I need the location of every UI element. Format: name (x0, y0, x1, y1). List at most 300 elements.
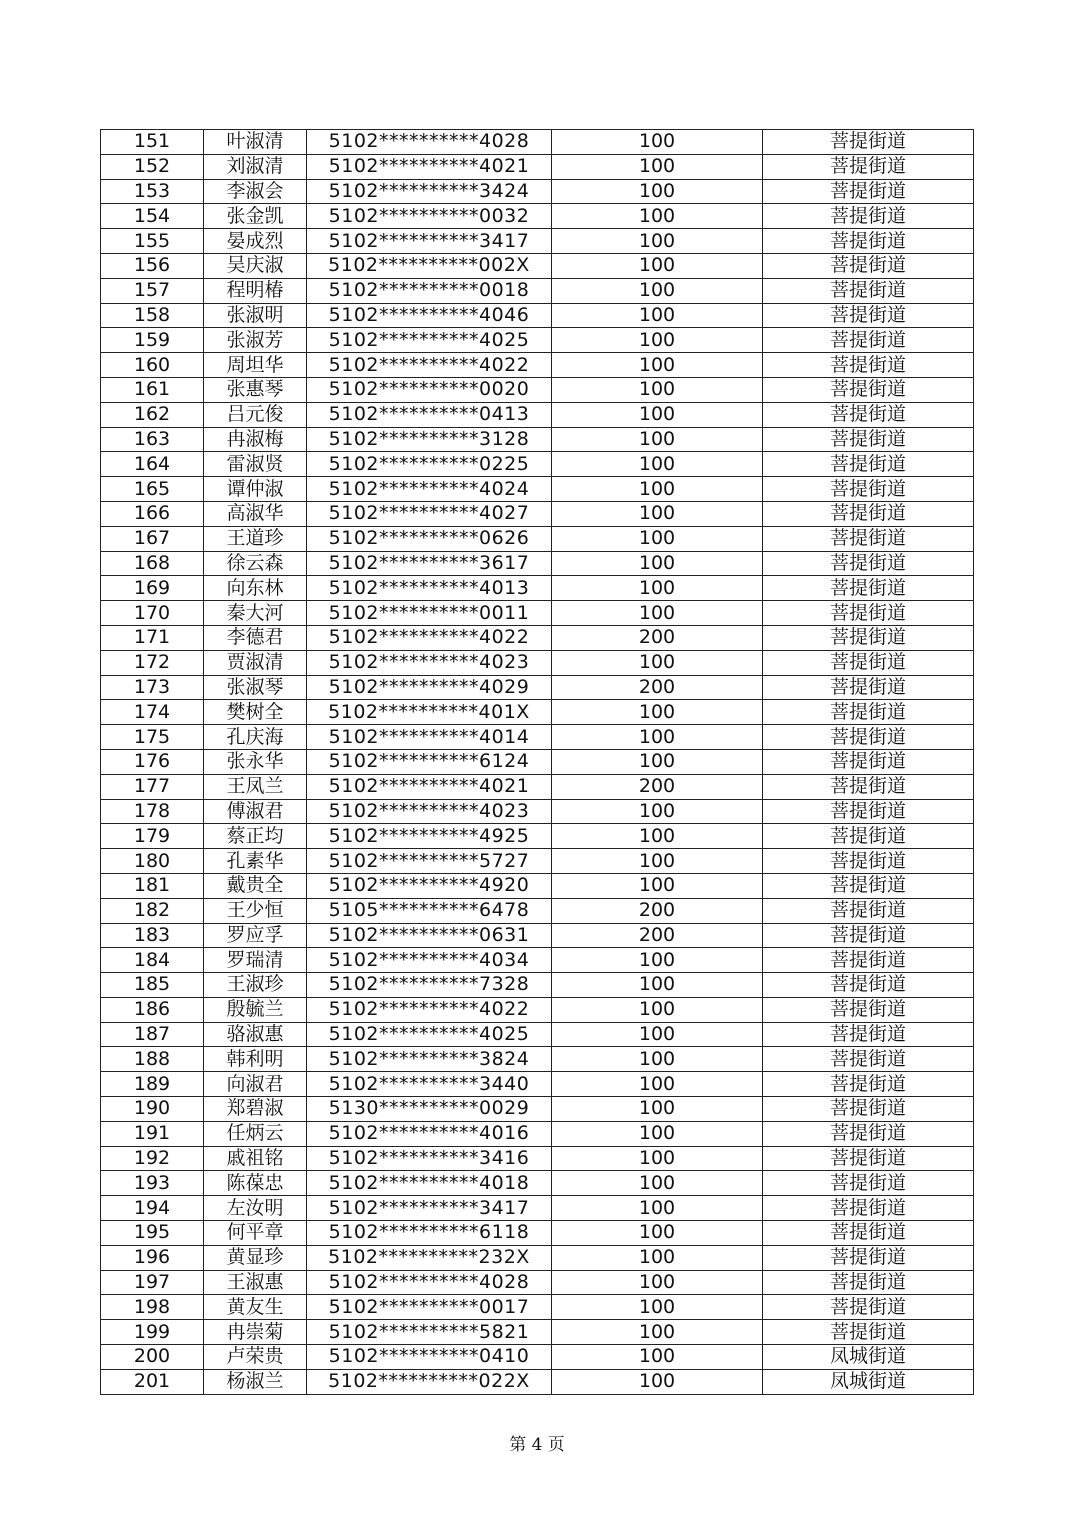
id-number-cell: 5102**********6118 (307, 1221, 552, 1246)
street-cell: 菩提街道 (763, 948, 974, 973)
row-number-cell: 200 (101, 1345, 204, 1370)
row-number-cell: 165 (101, 477, 204, 502)
row-number-cell: 199 (101, 1320, 204, 1345)
street-cell: 菩提街道 (763, 625, 974, 650)
street-cell: 菩提街道 (763, 526, 974, 551)
row-number-cell: 167 (101, 526, 204, 551)
street-cell: 菩提街道 (763, 1221, 974, 1246)
amount-cell: 100 (552, 1369, 763, 1394)
table-row (101, 749, 974, 774)
row-number-cell: 189 (101, 1072, 204, 1097)
name-cell: 任炳云 (204, 1121, 307, 1146)
street-cell: 菩提街道 (763, 923, 974, 948)
name-cell: 王道珍 (204, 526, 307, 551)
street-cell: 菩提街道 (763, 725, 974, 750)
amount-cell: 100 (552, 377, 763, 402)
street-cell: 菩提街道 (763, 799, 974, 824)
street-cell: 菩提街道 (763, 402, 974, 427)
row-number-cell: 193 (101, 1171, 204, 1196)
id-number-cell: 5102**********4022 (307, 997, 552, 1022)
id-number-cell: 5102**********4024 (307, 477, 552, 502)
table-row (101, 1345, 974, 1370)
street-cell: 菩提街道 (763, 1171, 974, 1196)
table-row (101, 353, 974, 378)
street-cell: 菩提街道 (763, 303, 974, 328)
table-row (101, 1369, 974, 1394)
name-cell: 张永华 (204, 749, 307, 774)
amount-cell: 100 (552, 427, 763, 452)
table-row (101, 204, 974, 229)
row-number-cell: 194 (101, 1196, 204, 1221)
table-row (101, 1171, 974, 1196)
id-number-cell: 5102**********0032 (307, 204, 552, 229)
amount-cell: 100 (552, 749, 763, 774)
amount-cell: 100 (552, 1221, 763, 1246)
id-number-cell: 5102**********0020 (307, 377, 552, 402)
table-row (101, 700, 974, 725)
amount-cell: 100 (552, 824, 763, 849)
name-cell: 向东林 (204, 576, 307, 601)
row-number-cell: 197 (101, 1270, 204, 1295)
table-row (101, 179, 974, 204)
id-number-cell: 5102**********4023 (307, 799, 552, 824)
id-number-cell: 5102**********0626 (307, 526, 552, 551)
street-cell: 菩提街道 (763, 774, 974, 799)
amount-cell: 100 (552, 873, 763, 898)
amount-cell: 100 (552, 328, 763, 353)
amount-cell: 100 (552, 650, 763, 675)
table-row (101, 1270, 974, 1295)
row-number-cell: 174 (101, 700, 204, 725)
amount-cell: 100 (552, 601, 763, 626)
name-cell: 李德君 (204, 625, 307, 650)
name-cell: 谭仲淑 (204, 477, 307, 502)
table-row (101, 402, 974, 427)
id-number-cell: 5102**********3424 (307, 179, 552, 204)
name-cell: 罗应孚 (204, 923, 307, 948)
row-number-cell: 170 (101, 601, 204, 626)
amount-cell: 100 (552, 1146, 763, 1171)
table-row (101, 526, 974, 551)
amount-cell: 100 (552, 973, 763, 998)
table-row (101, 1121, 974, 1146)
table-row (101, 923, 974, 948)
table-row (101, 725, 974, 750)
name-cell: 樊树全 (204, 700, 307, 725)
street-cell: 菩提街道 (763, 377, 974, 402)
row-number-cell: 151 (101, 130, 204, 155)
amount-cell: 100 (552, 477, 763, 502)
name-cell: 雷淑贤 (204, 452, 307, 477)
row-number-cell: 198 (101, 1295, 204, 1320)
amount-cell: 100 (552, 501, 763, 526)
id-number-cell: 5102**********022X (307, 1369, 552, 1394)
amount-cell: 100 (552, 278, 763, 303)
row-number-cell: 188 (101, 1047, 204, 1072)
name-cell: 孔素华 (204, 849, 307, 874)
beneficiary-table (100, 129, 974, 1395)
name-cell: 左汝明 (204, 1196, 307, 1221)
amount-cell: 200 (552, 625, 763, 650)
street-cell: 菩提街道 (763, 551, 974, 576)
id-number-cell: 5102**********4925 (307, 824, 552, 849)
street-cell: 菩提街道 (763, 179, 974, 204)
id-number-cell: 5102**********4029 (307, 675, 552, 700)
id-number-cell: 5102**********4013 (307, 576, 552, 601)
table-row (101, 1072, 974, 1097)
id-number-cell: 5102**********3128 (307, 427, 552, 452)
id-number-cell: 5102**********4021 (307, 154, 552, 179)
name-cell: 张金凯 (204, 204, 307, 229)
table-row (101, 1221, 974, 1246)
name-cell: 张惠琴 (204, 377, 307, 402)
name-cell: 戚祖铭 (204, 1146, 307, 1171)
name-cell: 杨淑兰 (204, 1369, 307, 1394)
amount-cell: 100 (552, 700, 763, 725)
table-row (101, 328, 974, 353)
table-row (101, 154, 974, 179)
amount-cell: 100 (552, 402, 763, 427)
row-number-cell: 176 (101, 749, 204, 774)
street-cell: 菩提街道 (763, 873, 974, 898)
name-cell: 蔡正均 (204, 824, 307, 849)
amount-cell: 100 (552, 948, 763, 973)
table-row (101, 377, 974, 402)
street-cell: 菩提街道 (763, 898, 974, 923)
id-number-cell: 5102**********0017 (307, 1295, 552, 1320)
row-number-cell: 163 (101, 427, 204, 452)
table-row (101, 229, 974, 254)
row-number-cell: 196 (101, 1245, 204, 1270)
amount-cell: 200 (552, 774, 763, 799)
amount-cell: 100 (552, 353, 763, 378)
table-row (101, 625, 974, 650)
amount-cell: 100 (552, 1245, 763, 1270)
name-cell: 秦大河 (204, 601, 307, 626)
id-number-cell: 5102**********3417 (307, 1196, 552, 1221)
id-number-cell: 5102**********4027 (307, 501, 552, 526)
street-cell: 凤城街道 (763, 1369, 974, 1394)
street-cell: 菩提街道 (763, 576, 974, 601)
amount-cell: 100 (552, 1047, 763, 1072)
name-cell: 向淑君 (204, 1072, 307, 1097)
id-number-cell: 5102**********4018 (307, 1171, 552, 1196)
amount-cell: 100 (552, 1022, 763, 1047)
name-cell: 何平章 (204, 1221, 307, 1246)
row-number-cell: 152 (101, 154, 204, 179)
table-row (101, 1245, 974, 1270)
id-number-cell: 5102**********4046 (307, 303, 552, 328)
amount-cell: 100 (552, 1097, 763, 1122)
name-cell: 冉崇菊 (204, 1320, 307, 1345)
name-cell: 卢荣贵 (204, 1345, 307, 1370)
id-number-cell: 5102**********3440 (307, 1072, 552, 1097)
row-number-cell: 166 (101, 501, 204, 526)
row-number-cell: 185 (101, 973, 204, 998)
amount-cell: 100 (552, 1196, 763, 1221)
name-cell: 高淑华 (204, 501, 307, 526)
id-number-cell: 5102**********0413 (307, 402, 552, 427)
table-row (101, 824, 974, 849)
name-cell: 程明椿 (204, 278, 307, 303)
name-cell: 冉淑梅 (204, 427, 307, 452)
id-number-cell: 5102**********4025 (307, 328, 552, 353)
street-cell: 菩提街道 (763, 253, 974, 278)
table-row (101, 551, 974, 576)
name-cell: 傅淑君 (204, 799, 307, 824)
row-number-cell: 191 (101, 1121, 204, 1146)
name-cell: 王凤兰 (204, 774, 307, 799)
name-cell: 吕元俊 (204, 402, 307, 427)
table-row (101, 427, 974, 452)
street-cell: 菩提街道 (763, 1022, 974, 1047)
row-number-cell: 179 (101, 824, 204, 849)
row-number-cell: 180 (101, 849, 204, 874)
name-cell: 吴庆淑 (204, 253, 307, 278)
id-number-cell: 5102**********4025 (307, 1022, 552, 1047)
name-cell: 黄显珍 (204, 1245, 307, 1270)
table-row (101, 849, 974, 874)
table-row (101, 1097, 974, 1122)
amount-cell: 100 (552, 725, 763, 750)
row-number-cell: 156 (101, 253, 204, 278)
id-number-cell: 5102**********4920 (307, 873, 552, 898)
table-row (101, 253, 974, 278)
table-row (101, 130, 974, 155)
street-cell: 菩提街道 (763, 278, 974, 303)
amount-cell: 100 (552, 179, 763, 204)
amount-cell: 100 (552, 551, 763, 576)
amount-cell: 100 (552, 1345, 763, 1370)
amount-cell: 100 (552, 799, 763, 824)
table-row (101, 675, 974, 700)
table-row (101, 1196, 974, 1221)
name-cell: 张淑芳 (204, 328, 307, 353)
street-cell: 菩提街道 (763, 700, 974, 725)
id-number-cell: 5102**********4016 (307, 1121, 552, 1146)
id-number-cell: 5102**********5727 (307, 849, 552, 874)
amount-cell: 100 (552, 997, 763, 1022)
name-cell: 张淑琴 (204, 675, 307, 700)
table-row (101, 576, 974, 601)
street-cell: 菩提街道 (763, 353, 974, 378)
street-cell: 菩提街道 (763, 328, 974, 353)
id-number-cell: 5102**********4014 (307, 725, 552, 750)
id-number-cell: 5102**********5821 (307, 1320, 552, 1345)
street-cell: 菩提街道 (763, 1146, 974, 1171)
page-number: 第 4 页 (509, 1435, 565, 1455)
street-cell: 菩提街道 (763, 849, 974, 874)
table-row (101, 774, 974, 799)
table-row (101, 303, 974, 328)
street-cell: 菩提街道 (763, 650, 974, 675)
row-number-cell: 169 (101, 576, 204, 601)
name-cell: 贾淑清 (204, 650, 307, 675)
row-number-cell: 155 (101, 229, 204, 254)
row-number-cell: 187 (101, 1022, 204, 1047)
table-row (101, 948, 974, 973)
row-number-cell: 201 (101, 1369, 204, 1394)
street-cell: 菩提街道 (763, 452, 974, 477)
street-cell: 菩提街道 (763, 1245, 974, 1270)
row-number-cell: 190 (101, 1097, 204, 1122)
table-row (101, 650, 974, 675)
name-cell: 王少恒 (204, 898, 307, 923)
row-number-cell: 171 (101, 625, 204, 650)
amount-cell: 100 (552, 1320, 763, 1345)
id-number-cell: 5102**********0018 (307, 278, 552, 303)
row-number-cell: 164 (101, 452, 204, 477)
row-number-cell: 154 (101, 204, 204, 229)
name-cell: 戴贵全 (204, 873, 307, 898)
row-number-cell: 153 (101, 179, 204, 204)
table-row (101, 477, 974, 502)
name-cell: 韩利明 (204, 1047, 307, 1072)
id-number-cell: 5102**********6124 (307, 749, 552, 774)
street-cell: 菩提街道 (763, 601, 974, 626)
name-cell: 孔庆海 (204, 725, 307, 750)
row-number-cell: 157 (101, 278, 204, 303)
amount-cell: 100 (552, 1171, 763, 1196)
row-number-cell: 158 (101, 303, 204, 328)
row-number-cell: 195 (101, 1221, 204, 1246)
name-cell: 罗瑞清 (204, 948, 307, 973)
amount-cell: 100 (552, 154, 763, 179)
table-row (101, 278, 974, 303)
id-number-cell: 5102**********3416 (307, 1146, 552, 1171)
amount-cell: 100 (552, 526, 763, 551)
row-number-cell: 168 (101, 551, 204, 576)
id-number-cell: 5102**********4022 (307, 353, 552, 378)
street-cell: 菩提街道 (763, 154, 974, 179)
name-cell: 黄友生 (204, 1295, 307, 1320)
street-cell: 菩提街道 (763, 824, 974, 849)
table-row (101, 501, 974, 526)
street-cell: 凤城街道 (763, 1345, 974, 1370)
amount-cell: 100 (552, 1295, 763, 1320)
amount-cell: 100 (552, 452, 763, 477)
street-cell: 菩提街道 (763, 130, 974, 155)
amount-cell: 100 (552, 253, 763, 278)
street-cell: 菩提街道 (763, 1121, 974, 1146)
name-cell: 张淑明 (204, 303, 307, 328)
street-cell: 菩提街道 (763, 204, 974, 229)
row-number-cell: 159 (101, 328, 204, 353)
table-row (101, 873, 974, 898)
table-row (101, 997, 974, 1022)
id-number-cell: 5102**********0011 (307, 601, 552, 626)
amount-cell: 100 (552, 1072, 763, 1097)
table-row (101, 452, 974, 477)
table-row (101, 1295, 974, 1320)
amount-cell: 100 (552, 1121, 763, 1146)
id-number-cell: 5102**********002X (307, 253, 552, 278)
id-number-cell: 5105**********6478 (307, 898, 552, 923)
id-number-cell: 5102**********4034 (307, 948, 552, 973)
row-number-cell: 186 (101, 997, 204, 1022)
table-row (101, 1022, 974, 1047)
table-row (101, 799, 974, 824)
table-row (101, 1320, 974, 1345)
name-cell: 晏成烈 (204, 229, 307, 254)
row-number-cell: 175 (101, 725, 204, 750)
street-cell: 菩提街道 (763, 1295, 974, 1320)
id-number-cell: 5102**********0410 (307, 1345, 552, 1370)
name-cell: 王淑珍 (204, 973, 307, 998)
street-cell: 菩提街道 (763, 229, 974, 254)
name-cell: 徐云森 (204, 551, 307, 576)
row-number-cell: 160 (101, 353, 204, 378)
street-cell: 菩提街道 (763, 427, 974, 452)
row-number-cell: 178 (101, 799, 204, 824)
street-cell: 菩提街道 (763, 1320, 974, 1345)
id-number-cell: 5130**********0029 (307, 1097, 552, 1122)
row-number-cell: 181 (101, 873, 204, 898)
amount-cell: 100 (552, 1270, 763, 1295)
table-row (101, 1047, 974, 1072)
id-number-cell: 5102**********0225 (307, 452, 552, 477)
name-cell: 王淑惠 (204, 1270, 307, 1295)
street-cell: 菩提街道 (763, 749, 974, 774)
row-number-cell: 161 (101, 377, 204, 402)
table-row (101, 973, 974, 998)
row-number-cell: 183 (101, 923, 204, 948)
amount-cell: 100 (552, 229, 763, 254)
id-number-cell: 5102**********3417 (307, 229, 552, 254)
id-number-cell: 5102**********401X (307, 700, 552, 725)
row-number-cell: 184 (101, 948, 204, 973)
table-row (101, 898, 974, 923)
amount-cell: 100 (552, 204, 763, 229)
amount-cell: 100 (552, 303, 763, 328)
street-cell: 菩提街道 (763, 1047, 974, 1072)
street-cell: 菩提街道 (763, 1196, 974, 1221)
id-number-cell: 5102**********0631 (307, 923, 552, 948)
name-cell: 骆淑惠 (204, 1022, 307, 1047)
street-cell: 菩提街道 (763, 1072, 974, 1097)
id-number-cell: 5102**********7328 (307, 973, 552, 998)
name-cell: 周坦华 (204, 353, 307, 378)
amount-cell: 200 (552, 898, 763, 923)
name-cell: 陈葆忠 (204, 1171, 307, 1196)
name-cell: 殷毓兰 (204, 997, 307, 1022)
row-number-cell: 162 (101, 402, 204, 427)
name-cell: 叶淑清 (204, 130, 307, 155)
row-number-cell: 173 (101, 675, 204, 700)
row-number-cell: 182 (101, 898, 204, 923)
amount-cell: 100 (552, 576, 763, 601)
street-cell: 菩提街道 (763, 1097, 974, 1122)
amount-cell: 100 (552, 130, 763, 155)
amount-cell: 200 (552, 923, 763, 948)
id-number-cell: 5102**********4028 (307, 130, 552, 155)
id-number-cell: 5102**********232X (307, 1245, 552, 1270)
table-row (101, 601, 974, 626)
id-number-cell: 5102**********3617 (307, 551, 552, 576)
row-number-cell: 192 (101, 1146, 204, 1171)
id-number-cell: 5102**********3824 (307, 1047, 552, 1072)
id-number-cell: 5102**********4021 (307, 774, 552, 799)
street-cell: 菩提街道 (763, 675, 974, 700)
row-number-cell: 172 (101, 650, 204, 675)
street-cell: 菩提街道 (763, 477, 974, 502)
id-number-cell: 5102**********4023 (307, 650, 552, 675)
street-cell: 菩提街道 (763, 1270, 974, 1295)
id-number-cell: 5102**********4028 (307, 1270, 552, 1295)
street-cell: 菩提街道 (763, 997, 974, 1022)
table-row (101, 1146, 974, 1171)
street-cell: 菩提街道 (763, 973, 974, 998)
